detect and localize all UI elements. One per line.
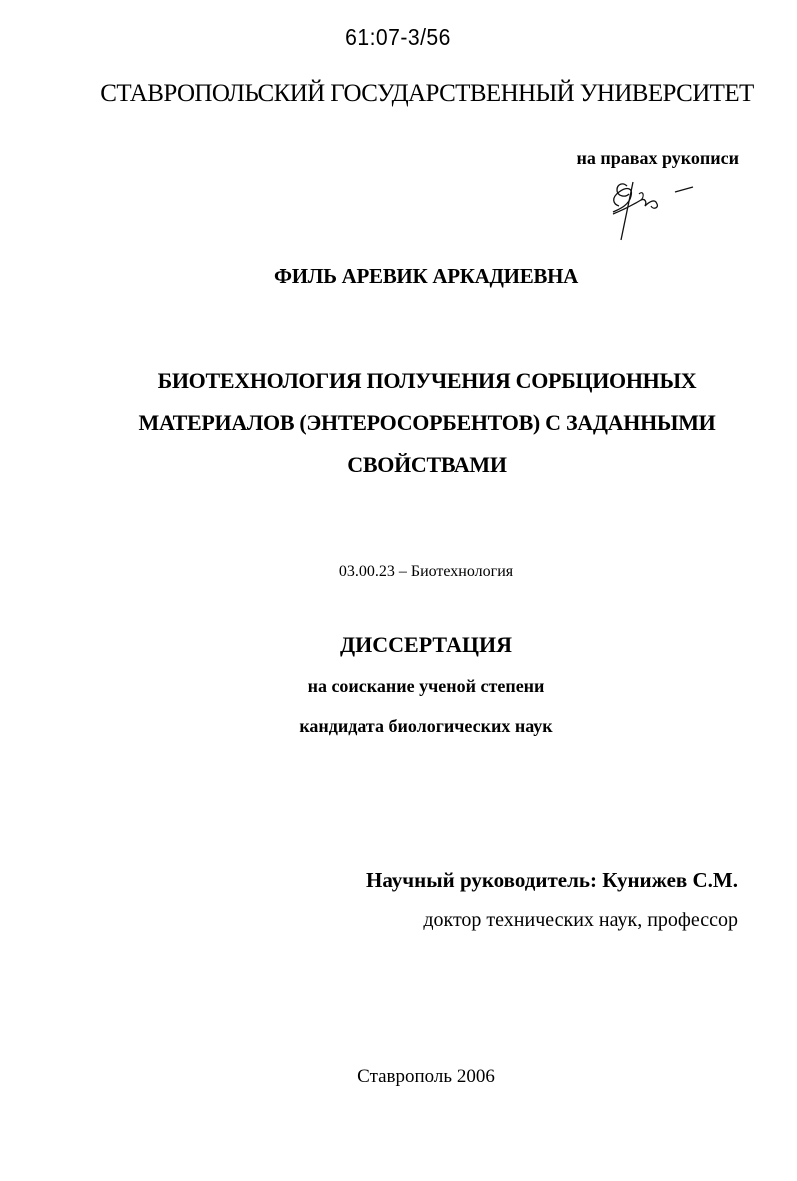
city-year: Ставрополь 2006 [357,1066,495,1087]
degree-name-line: кандидата биологических наук [299,716,553,736]
rights-note: на правах рукописи [576,148,739,168]
title-line: БИОТЕХНОЛОГИЯ ПОЛУЧЕНИЯ СОРБЦИОННЫХ [157,368,697,393]
title-line: МАТЕРИАЛОВ (ЭНТЕРОСОРБЕНТОВ) С ЗАДАННЫМИ [138,410,716,435]
author-name: ФИЛЬ АРЕВИК АРКАДИЕВНА [273,264,579,288]
supervisor-name: Научный руководитель: Кунижев С.М. [366,868,738,892]
university-name: СТАВРОПОЛЬСКИЙ ГОСУДАРСТВЕННЫЙ УНИВЕРСИТЕТ [100,80,754,107]
title-line: СВОЙСТВАМИ [347,452,507,477]
document-type-heading: ДИССЕРТАЦИЯ [340,632,512,657]
dissertation-title [0,360,797,486]
handwritten-signature [597,176,701,242]
specialty-code: 03.00.23 – Биотехнология [338,563,514,580]
supervisor-degree: доктор технических наук, профессор [423,909,738,931]
catalog-number: 61:07-3/56 [345,24,451,50]
degree-purpose-line: на соискание ученой степени [307,676,545,696]
